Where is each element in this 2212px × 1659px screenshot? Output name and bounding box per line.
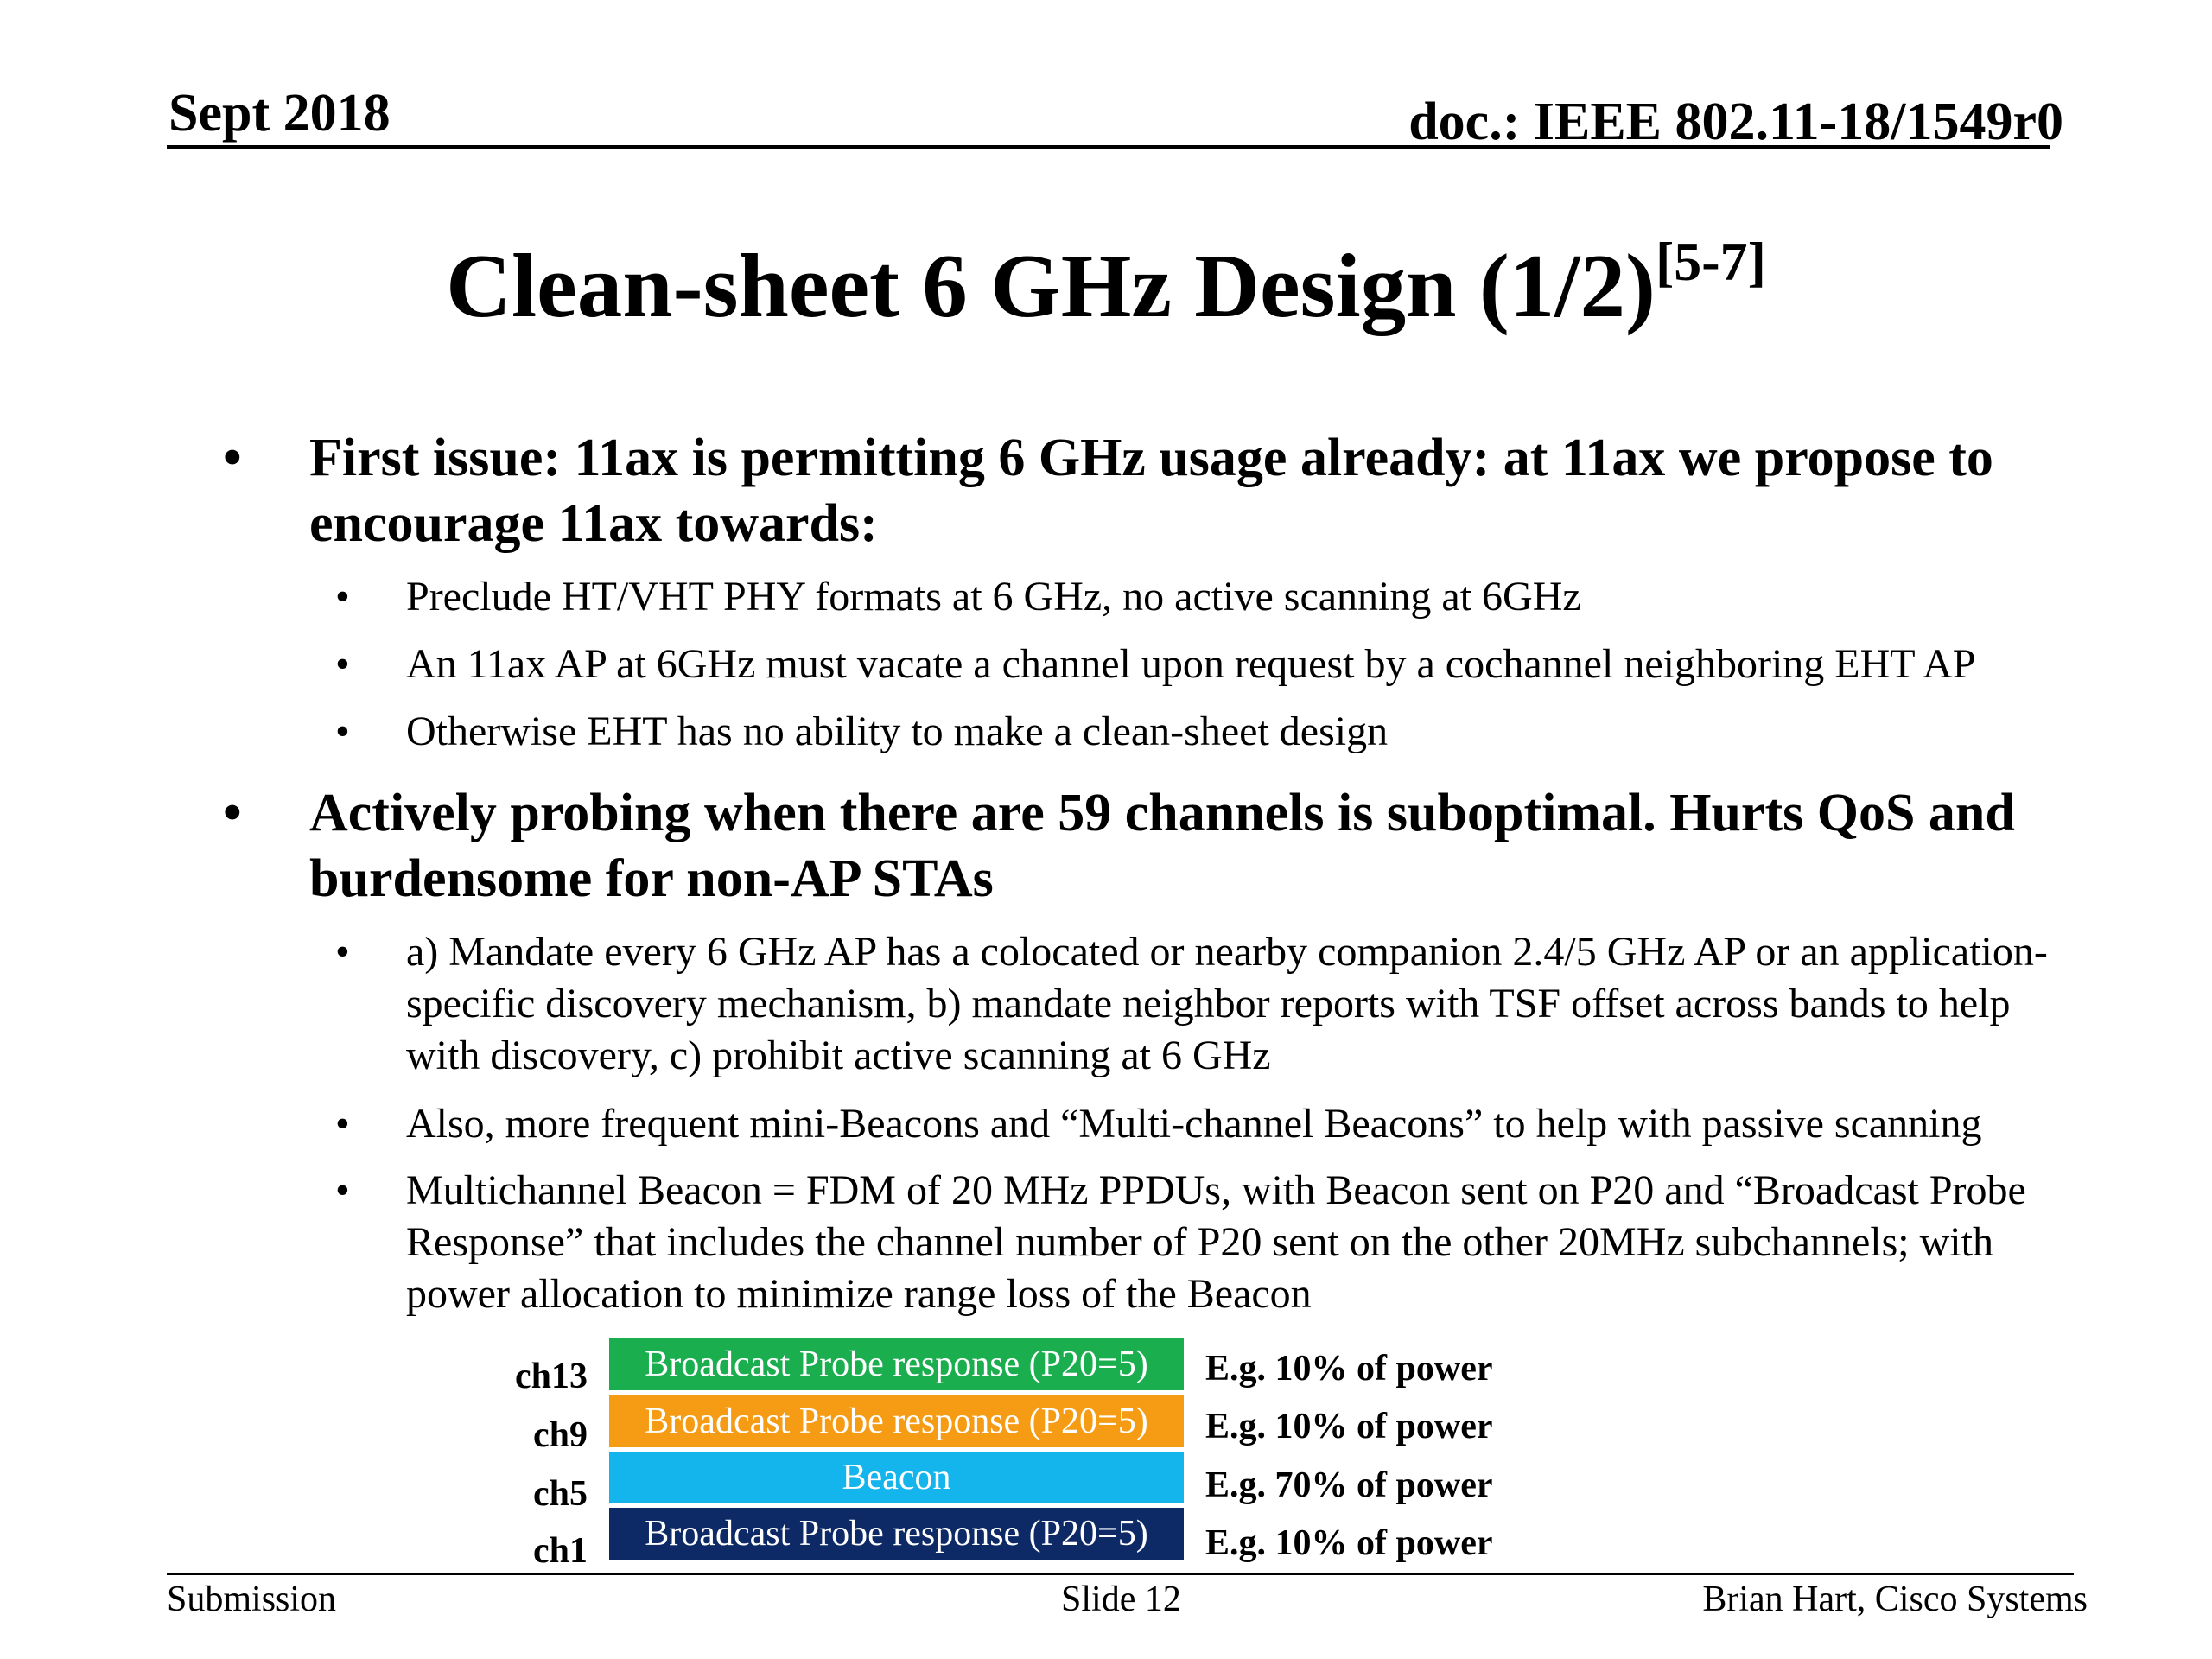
header-date: Sept 2018	[168, 84, 391, 143]
bullet-1-sub-2-text: An 11ax AP at 6GHz must vacate a channel upon request by a cochannel neighboring EHT AP	[406, 641, 1976, 687]
bullet-2-sub-1-text: a) Mandate every 6 GHz AP has a colocated or nearby companion 2.4/5 GHz AP or an application-specific discovery mechanism, b) mandate neighbor reports with TSF offset across bands to help with discovery, c) prohibit active scanning at 6 GHz	[406, 929, 2048, 1078]
bullet-1-sub-3-text: Otherwise EHT has no ability to make a clean-sheet design	[406, 709, 1389, 754]
bullet-2-sub-3	[335, 1165, 2074, 1320]
bullet-2-sub-2	[335, 1098, 2074, 1150]
bullet-marker: •	[223, 784, 242, 842]
channel-label: ch9	[533, 1415, 588, 1455]
footer-divider	[167, 1573, 2074, 1575]
channel-bar: Broadcast Probe response (P20=5)	[609, 1508, 1184, 1560]
channel-label: ch13	[515, 1357, 588, 1396]
channel-bar: Broadcast Probe response (P20=5)	[609, 1338, 1184, 1390]
bullet-2-sub-3-text: Multichannel Beacon = FDM of 20 MHz PPDUs, with Beacon sent on P20 and “Broadcast Probe Response” that includes the channel number of P20 sent on the other 20MHz subchannels; with power allocation to minimize range loss of the Beacon	[406, 1167, 2026, 1317]
channel-bar: Beacon	[609, 1452, 1184, 1503]
bullet-2-text: Actively probing when there are 59 channels is suboptimal. Hurts QoS and burdensome for non-AP STAs	[309, 784, 2015, 908]
header-divider	[167, 145, 2050, 149]
bullet-marker: •	[335, 929, 350, 975]
bullet-1-sub-2	[335, 639, 2074, 690]
bullet-marker: •	[223, 429, 242, 487]
bullet-1-text: First issue: 11ax is permitting 6 GHz usage already: at 11ax we propose to encourage 11ax towards:	[309, 429, 1993, 553]
bullet-1-sub-1	[335, 571, 2074, 623]
bullet-marker: •	[335, 641, 350, 687]
bullet-marker: •	[335, 1167, 350, 1213]
bullet-marker: •	[335, 1101, 350, 1147]
bullet-1	[223, 425, 2063, 556]
bullet-2	[223, 780, 2063, 912]
bullet-1-sub-3	[335, 706, 2074, 758]
channel-bar: Broadcast Probe response (P20=5)	[609, 1395, 1184, 1447]
slide-title-text: Clean-sheet 6 GHz Design (1/2)	[446, 235, 1656, 336]
footer-slide-number: Slide 12	[1061, 1580, 1181, 1619]
slide-title-reference: [5-7]	[1655, 231, 1766, 292]
bullet-1-sub-1-text: Preclude HT/VHT PHY formats at 6 GHz, no active scanning at 6GHz	[406, 574, 1581, 620]
header-doc-id: doc.: IEEE 802.11-18/1549r0	[1408, 92, 2063, 151]
power-allocation: E.g. 70% of power	[1205, 1465, 1493, 1505]
bullet-marker: •	[335, 709, 350, 754]
slide-title	[0, 231, 2212, 336]
footer-submission: Submission	[167, 1580, 337, 1619]
bullet-marker: •	[335, 574, 350, 620]
power-allocation: E.g. 10% of power	[1205, 1349, 1493, 1389]
footer-author: Brian Hart, Cisco Systems	[1702, 1580, 2088, 1619]
channel-label: ch1	[533, 1531, 588, 1571]
power-allocation: E.g. 10% of power	[1205, 1523, 1493, 1563]
bullet-2-sub-2-text: Also, more frequent mini-Beacons and “Multi-channel Beacons” to help with passive scanning	[406, 1101, 1982, 1147]
channel-label: ch5	[533, 1474, 588, 1514]
bullet-2-sub-1	[335, 926, 2074, 1082]
power-allocation: E.g. 10% of power	[1205, 1407, 1493, 1446]
